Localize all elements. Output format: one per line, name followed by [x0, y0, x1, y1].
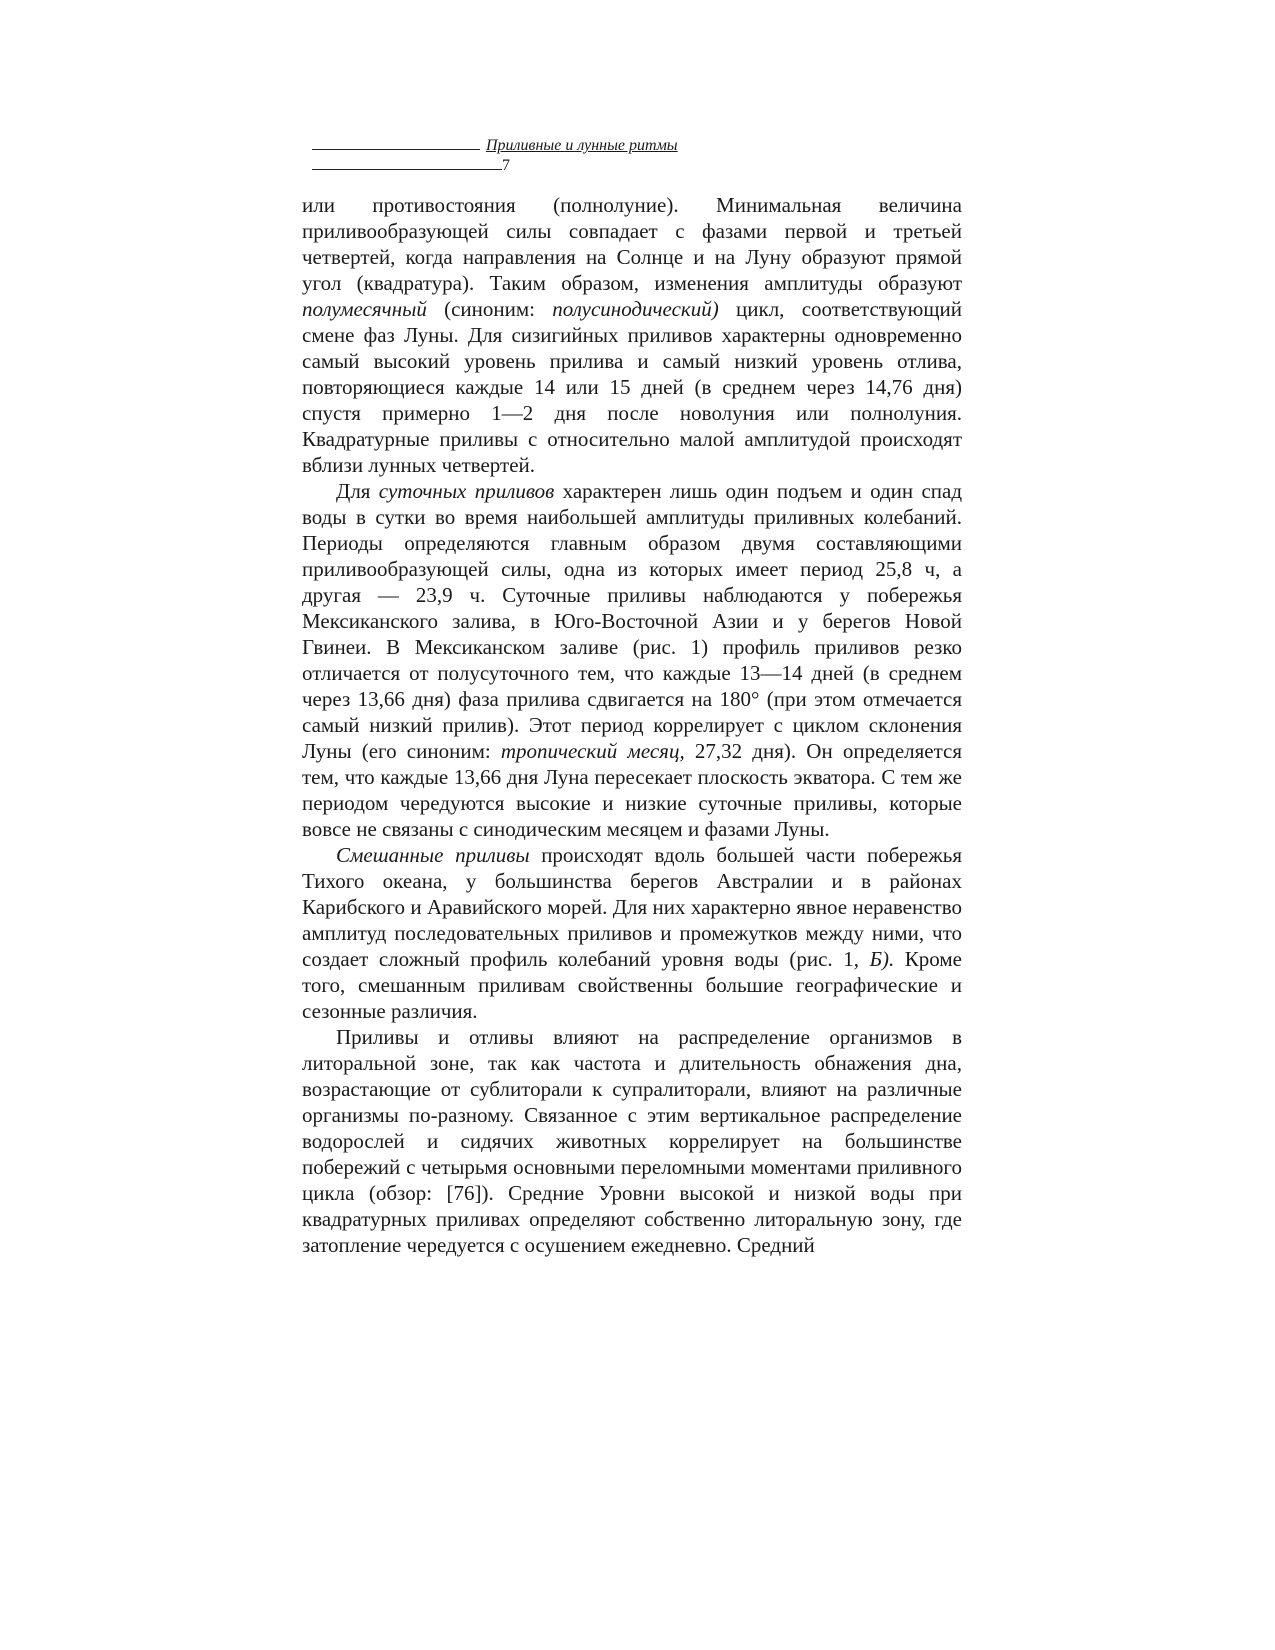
body-text: [302, 192, 962, 1258]
paragraph-4: [302, 1024, 962, 1258]
running-title: Приливные и лунные ритмы: [486, 137, 678, 154]
italic-term: тропический месяц,: [500, 739, 685, 763]
page-number-line: [312, 155, 792, 175]
text-run: 27,32 дня). Он определяется тем, что каждые 13,66 дня Луна пересекает плоскость экватора. С тем же периодом чередуются высокие и низкие суточные приливы, которые вовсе не связаны с синодическим месяцем и фазами Луны.: [302, 739, 963, 841]
paragraph-2: [302, 478, 962, 842]
text-run: или противостояния (полнолуние). Минимальная величина приливообразующей силы совпадает с фазами первой и третьей четвертей, когда направления на Солнце и на Луну образуют прямой угол (квадратура). Таким образом, изменения амплитуды образуют: [302, 193, 962, 295]
page-number: 7: [502, 157, 510, 174]
page-number-rule: [312, 155, 502, 170]
paragraph-3: [302, 842, 962, 1024]
italic-term: Б).: [869, 947, 895, 971]
text-run: цикл, соответствующий смене фаз Луны. Для сизигийных приливов характерны одновременно самый высокий уровень прилива и самый низкий уровень отлива, повторяющиеся каждые 14 или 15 дней (в среднем через 14,76 дня) спустя примерно 1—2 дня после новолуния или полнолуния. Квадратурные приливы с относительно малой амплитудой происходят вблизи лунных четвертей.: [302, 297, 962, 477]
italic-term: суточных приливов: [378, 479, 555, 503]
italic-term: полумесячный: [302, 297, 427, 321]
italic-term: полусинодический): [552, 297, 719, 321]
header-rule: [312, 135, 480, 150]
text-run: характерен лишь один подъем и один спад воды в сутки во время наибольшей амплитуды приливных колебаний. Периоды определяются главным образом двумя составляющими приливообразующей силы, одна из которых имеет период 25,8 ч, а другая — 23,9 ч. Суточные приливы наблюдаются у побережья Мексиканского залива, в Юго-Восточной Азии и у берегов Новой Гвинеи. В Мексиканском заливе (рис. 1) профиль приливов резко отличается от полусуточного тем, что каждые 13—14 дней (в среднем через 13,66 дня) фаза прилива сдвигается на 180° (при этом отмечается самый низкий прилив). Этот период коррелирует с циклом склонения Луны (его синоним:: [302, 479, 963, 763]
text-run: (синоним:: [426, 297, 553, 321]
paragraph-1: [302, 192, 962, 478]
header-line: [312, 135, 792, 155]
text-run: Приливы и отливы влияют на распределение организмов в литоральной зоне, так как частота и длительность обнажения дна, возрастающие от сублиторали к супралиторали, влияют на различные организмы по-разному. Связанное с этим вертикальное распределение водорослей и сидячих животных коррелирует на большинстве побережий с четырьмя основными переломными моментами приливного цикла (обзор: [76]). Средние Уровни высокой и низкой воды при квадратурных приливах определяют собственно литоральную зону, где затопление чередуется с осушением ежедневно. Средний: [302, 1025, 962, 1257]
text-run: Для: [336, 479, 379, 503]
text-run: происходят вдоль большей части побережья Тихого океана, у большинства берегов Австралии и в районах Карибского и Аравийского морей. Для них характерно явное неравенство амплитуд последовательных приливов и промежутков между ними, что создает сложный профиль колебаний уровня воды (рис. 1,: [302, 843, 962, 971]
text-run: Кроме того, смешанным приливам свойственны большие географические и сезонные различия.: [302, 947, 962, 1023]
italic-term: Смешанные приливы: [336, 843, 530, 867]
running-header: [312, 135, 792, 175]
